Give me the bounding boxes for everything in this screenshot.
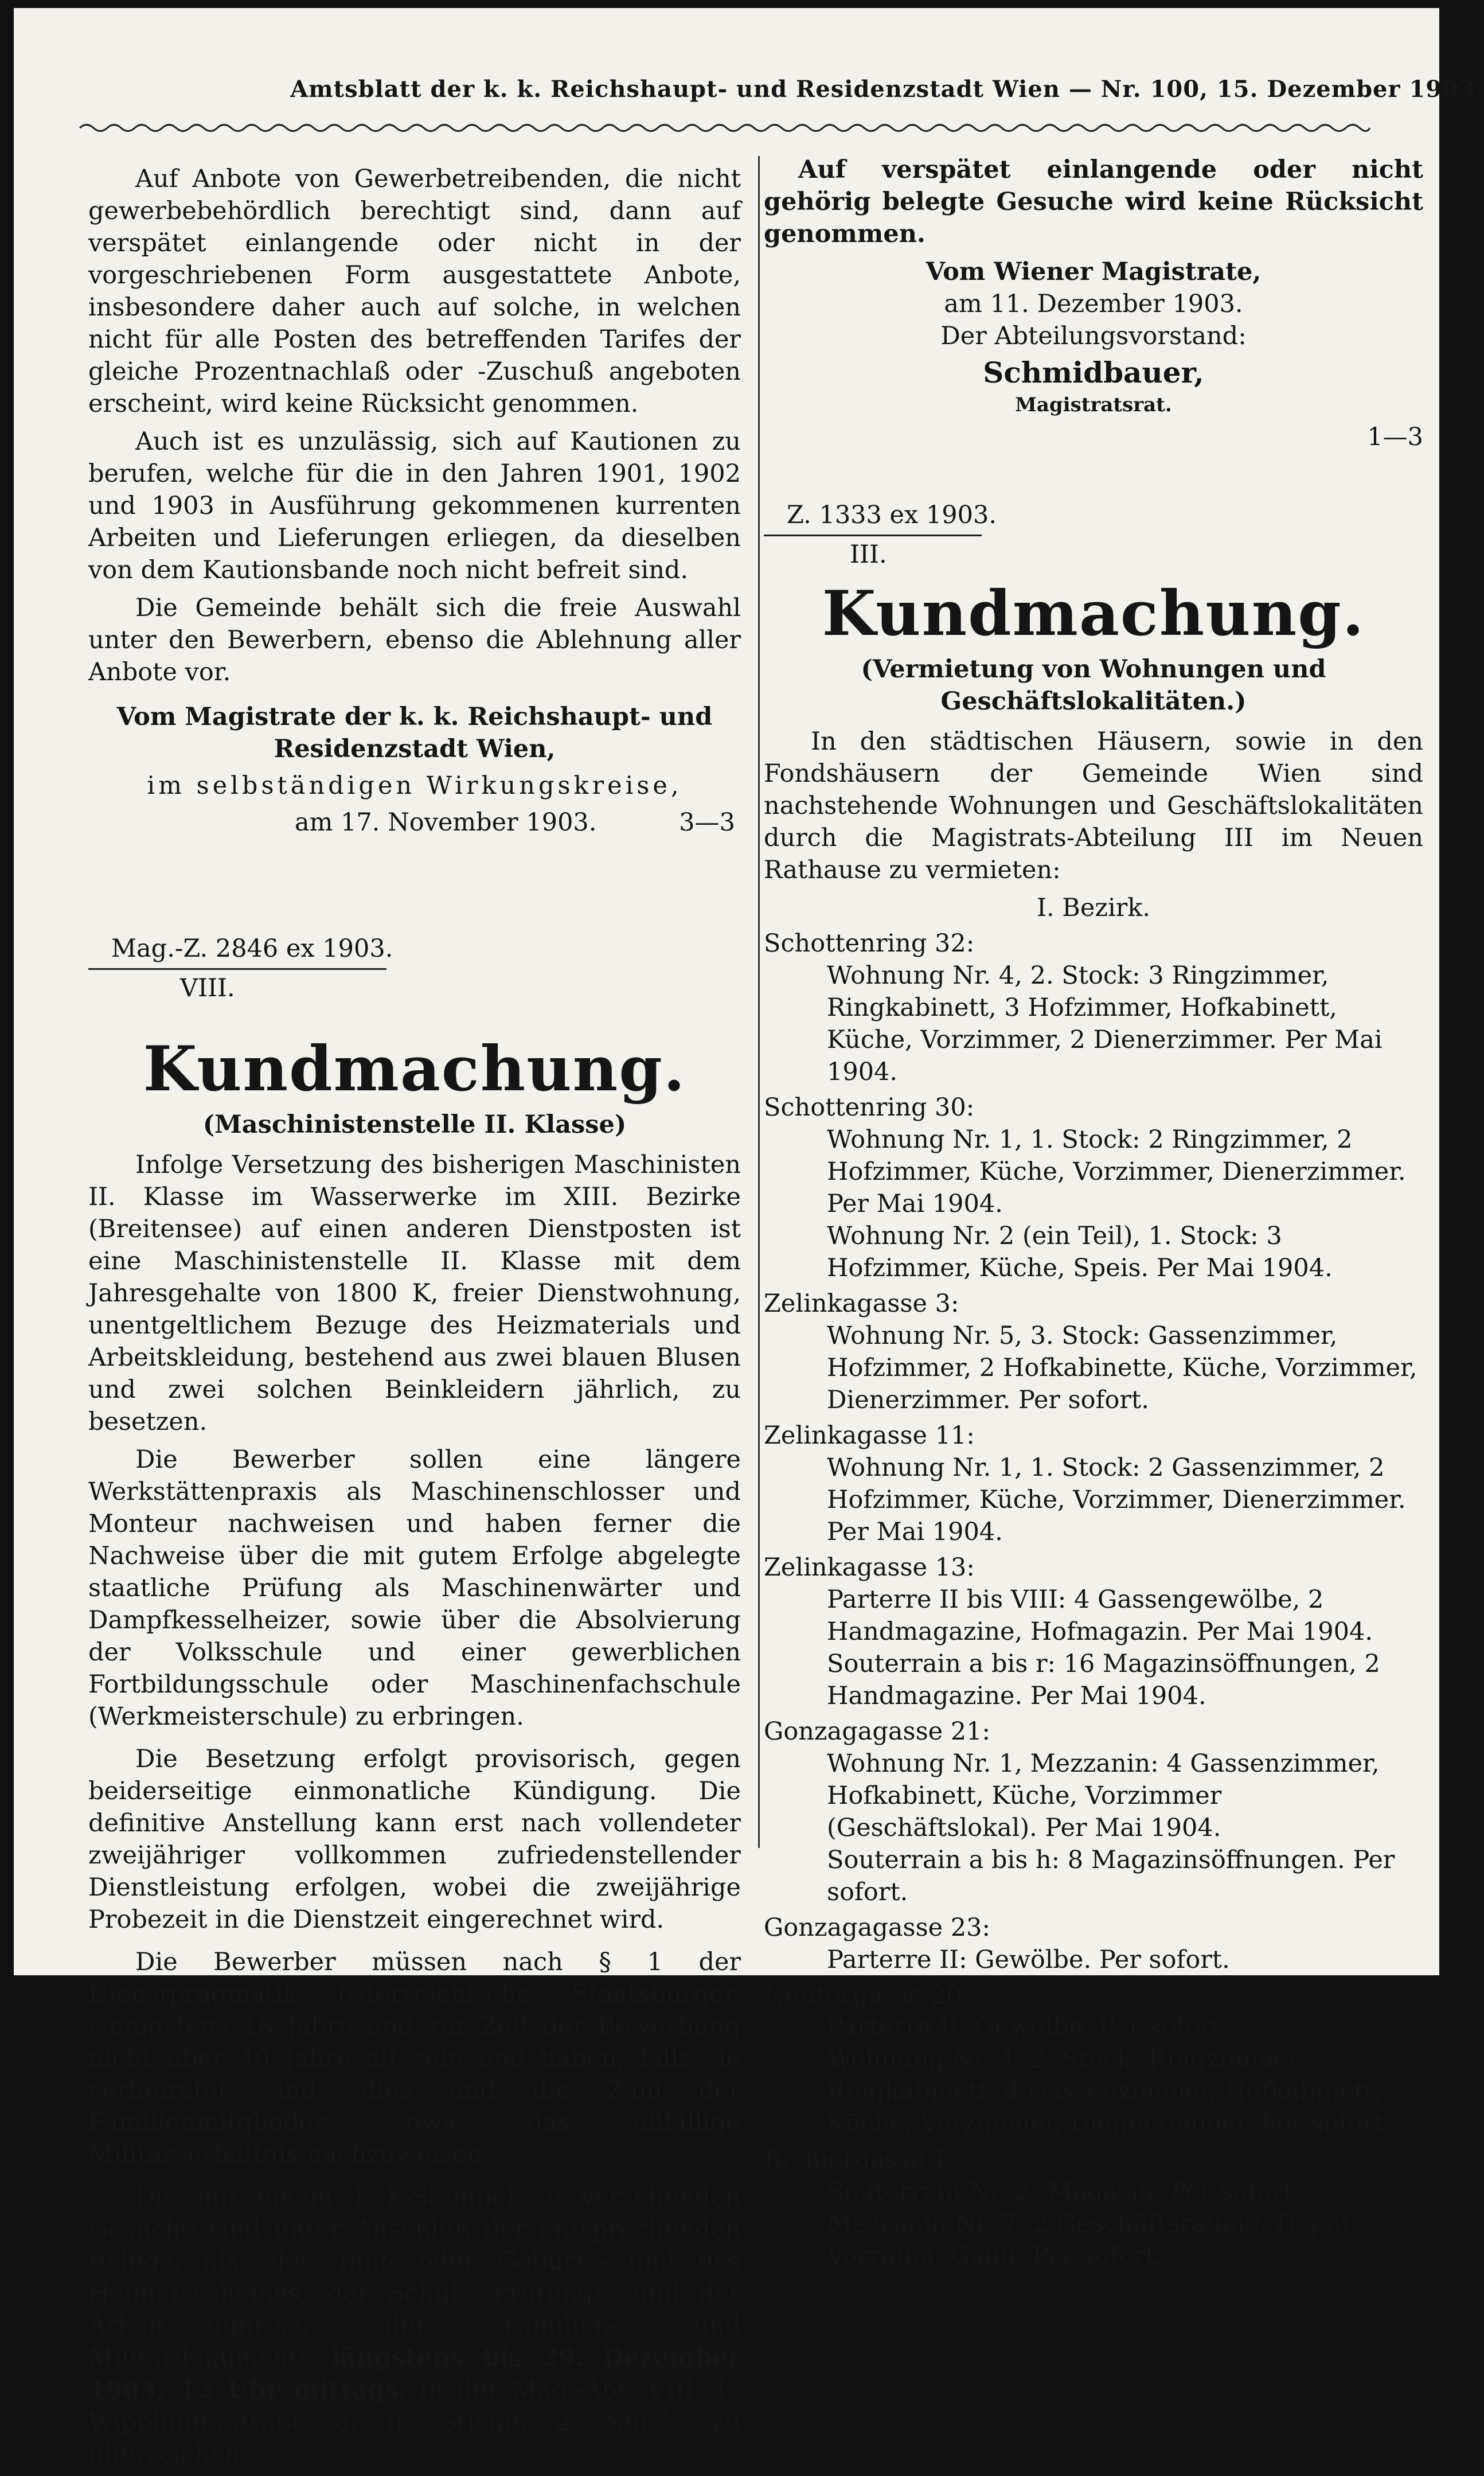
address-block — [764, 927, 1423, 1088]
left-signature-number: 3—3 — [679, 808, 735, 837]
left-paragraph-8-deadline: längstens bis 29. Dezember 1903, 12 Uhr mittags, — [88, 2344, 741, 2404]
address-entry: Wohnung Nr. 1, Mezzanin: 4 Gassenzimmer, Hofkabinett, Küche, Vorzimmer (Geschäftslokal). Per Mai 1904. — [827, 1749, 1380, 1842]
left-paragraph-4: Infolge Versetzung des bisherigen Maschinisten II. Klasse im Wasserwerke im XIII. Bezirke (Breitensee) auf einen anderen Dienstposten ist eine Maschinistenstelle II. Klasse mit dem Jahresgehalte von 1800 K, freier Dienstwohnung, unentgeltlichem Bezuge des Heizmaterials und Arbeitskleidung, bestehend aus zwei blauen Blusen und zwei solchen Beinkleidern jährlich, zu besetzen. — [88, 1151, 741, 1436]
right-signature-number: 1—3 — [1367, 423, 1423, 451]
left-column — [88, 163, 741, 2476]
address-entry: Parterre II: Gewölbe. Per sofort. — [827, 2013, 1230, 2042]
left-paragraph-7: Die Bewerber müssen nach § 1 der Dienstpragmatik österreichische Staatsbürger, wenigstens 18 Jahre und zur Zeit der Bewerbung nicht über 40 Jahre alt sein und haben, falls sie verheiratet sind, dies und die Zahl der Familienmitglieder, sowie das allfällige Militärverhältnis nachzuweisen. — [88, 1948, 741, 2169]
address-entry: Mezzanin Nr. 7: 2 Geschäftsräume, Depot, Vorraum, Gang. Per sofort. — [827, 2209, 1358, 2270]
right-signature-title: Magistratsrat. — [1015, 393, 1172, 416]
address-block — [764, 1979, 1423, 2140]
left-notice-title: Kundmachung. — [143, 1033, 686, 1105]
address-entry: Parterre II bis VIII: 4 Gassengewölbe, 2 Handmagazine, Hofmagazin. Per Mai 1904. — [827, 1585, 1373, 1646]
right-department-roman: III. — [850, 540, 887, 569]
address-entry: Wohnung Nr. 1, 1. Stock: 2 Ringzimmer, 2 Hofzimmer, Küche, Vorzimmer, Dienerzimmer. Per Mai 1904. — [827, 1125, 1406, 1218]
right-signature-name: Schmidbauer, — [983, 356, 1204, 389]
column-divider — [758, 156, 760, 1848]
address-block — [764, 2143, 1423, 2272]
address-name: Zelinkagasse 13: — [764, 1553, 975, 1582]
right-signature-line-3: Der Abteilungsvorstand: — [940, 322, 1247, 350]
address-name: Zelinkagasse 3: — [764, 1289, 959, 1318]
header-title: Amtsblatt der k. k. Reichshaupt- und Residenzstadt Wien — Nr. 100, 15. Dezember 1903. — [290, 76, 1484, 103]
left-reference-number: Mag.-Z. 2846 ex 1903. — [111, 934, 393, 963]
right-intro: In den städtischen Häusern, sowie in den Fondshäusern der Gemeinde Wien sind nachstehende Wohnungen und Geschäftslokalitäten durch die Magistrats-Abteilung III im Neuen Rathause zu vermieten: — [764, 727, 1423, 884]
left-department-roman: VIII. — [180, 974, 235, 1003]
address-name: Gonzagagasse 23: — [764, 1913, 990, 1942]
address-entry: Wohnung Nr. 1, 1. Stock: 2 Gassenzimmer, 2 Hofzimmer, Küche, Vorzimmer, Dienerzimmer. Per Mai 1904. — [827, 1453, 1406, 1546]
address-name: Zelinkagasse 11: — [764, 1421, 975, 1450]
left-paragraph-3: Die Gemeinde behält sich die freie Auswahl unter den Bewerbern, ebenso die Ablehnung aller Anbote vor. — [88, 594, 741, 687]
address-block — [764, 1288, 1423, 1416]
right-notice-subtitle: (Vermietung von Wohnungen und Geschäftslokalitäten.) — [861, 655, 1326, 716]
left-paragraph-8-end: in der Mag.-Abt. VIII, I., Wipplingerstraße 8, II. Stiege, 2. Stock, zu überreichen. — [88, 2376, 741, 2469]
left-reference-block — [88, 933, 741, 1004]
address-name: Gonzagagasse 21: — [764, 1717, 990, 1746]
right-reference-rule — [764, 535, 982, 536]
address-name: Riemergasse 1: — [764, 2145, 957, 2174]
left-paragraph-2: Auch ist es unzulässig, sich auf Kautionen zu berufen, welche für die in den Jahren 1901, 1902 und 1903 in Ausführung gekommenen kurrenten Arbeiten und Lieferungen erliegen, da dieselben von dem Kautionsbande noch nicht befreit sind. — [88, 427, 741, 584]
left-notice-subtitle: (Maschinistenstelle II. Klasse) — [202, 1110, 627, 1139]
address-entry: Wohnung Nr. 2 (ein Teil), 1. Stock: 3 Hofzimmer, Küche, Speis. Per Mai 1904. — [827, 1222, 1333, 1282]
left-paragraph-6: Die Besetzung erfolgt provisorisch, gegen beiderseitige einmonatliche Kündigung. Die definitive Anstellung kann erst nach vollendeter zweijähriger vollkommen zufriedenstellender Dienstleistung erfolgen, wobei die zweijährige Probezeit in die Dienstzeit eingerechnet wird. — [88, 1745, 741, 1934]
right-column — [764, 154, 1423, 2272]
address-block — [764, 1091, 1423, 1284]
left-signature-line-2: im selbständigen Wirkungskreise, — [147, 771, 682, 800]
left-reference-rule — [88, 968, 386, 970]
header-wavy-rule — [80, 122, 1370, 134]
document-page — [14, 8, 1484, 2469]
address-entry: Souterrain a bis r: 16 Magazinsöffnungen, 2 Handmagazine. Per Mai 1904. — [827, 1650, 1380, 1710]
address-entry: Wohnung Nr. 4, 2. Stock: 3 Ringzimmer, Ringkabinett, 3 Hofzimmer, Hofkabinett, Küche, Vorzimmer, 2 Dienerzimmer. Per Mai 1904. — [827, 961, 1383, 1086]
left-signature-date-row — [88, 806, 741, 841]
right-paragraph-1: Auf verspätet einlangende oder nicht gehörig belegte Gesuche wird keine Rücksicht genommen. — [764, 155, 1423, 248]
address-entry: Parterre II: Gewölbe. Per sofort. — [827, 1945, 1230, 1974]
address-block — [764, 1420, 1423, 1548]
address-list — [764, 927, 1423, 2272]
left-paragraph-8-start: Die mit einem 1 K-Stempel zu versehenden Gesuche sind unter Anschluß der entsprechenden Belege, als: des Tauf- oder Geburts- und des Heimatsscheines, der Schul-, Prüfungs- und der Arbeitszeugnisse, der Familien- und Militärdokumente — [88, 2183, 741, 2372]
address-name: Neutorgasse 20: — [764, 1981, 971, 2010]
right-reference-block — [764, 499, 1423, 571]
left-signature-date: am 17. November 1903. — [295, 808, 597, 837]
address-block — [764, 1912, 1423, 1976]
right-notice-title: Kundmachung. — [822, 578, 1365, 650]
page-header — [14, 76, 1484, 103]
address-block — [764, 1715, 1423, 1908]
address-block — [764, 1551, 1423, 1712]
address-entry: Wohnung Nr. 5, 3. Stock: Gassenzimmer, Hofzimmer, 2 Hofkabinette, Küche, Vorzimmer, Dienerzimmer. Per sofort. — [827, 1321, 1417, 1414]
address-entry: Souterrain a bis h: 8 Magazinsöffnungen. Per sofort. — [827, 1846, 1395, 1906]
left-paragraph-8 — [88, 2181, 741, 2470]
left-paragraph-5: Die Bewerber sollen eine längere Werkstättenpraxis als Maschinenschlosser und Monteur nachweisen und haben ferner die Nachweise über die mit gutem Erfolge abgelegte staatliche Prüfung als Maschinenwärter und Dampfkesselheizer, sowie über die Absolvierung der Volksschule und einer gewerblichen Fortbildungsschule oder Maschinenfachschule (Werkmeisterschule) zu erbringen. — [88, 1445, 741, 1731]
right-signature-line-1: Vom Wiener Magistrate, — [925, 258, 1262, 286]
right-signature-date: am 11. Dezember 1903. — [944, 290, 1243, 318]
address-name: Schottenring 32: — [764, 929, 975, 958]
address-entry: Wohnung Nr. 4, 2. Stock: Ringzimmer, Ringkabinett, 4 Gassenzimmer, Hofkabinett, Küche, Vorzimmer, Dienerzimmer. Per sofort. — [827, 2045, 1392, 2138]
address-entry: Souterrain Nr. 2: Magazin. Per sofort. — [827, 2177, 1301, 2206]
right-district: I. Bezirk. — [1036, 894, 1151, 922]
left-signature-line-1: Vom Magistrate der k. k. Reichshaupt- und Residenzstadt Wien, — [116, 703, 713, 763]
right-reference-number: Z. 1333 ex 1903. — [787, 501, 997, 529]
left-paragraph-1: Auf Anbote von Gewerbetreibenden, die nicht gewerbebehördlich berechtigt sind, dann auf verspätet einlangende oder nicht in der vorgeschriebenen Form ausgestattete Anbote, insbesondere daher auch auf solche, in welchen nicht für alle Posten des betreffenden Tarifes der gleiche Prozentnachlaß oder -Zuschuß angeboten erscheint, wird keine Rücksicht genommen. — [88, 165, 741, 418]
address-name: Schottenring 30: — [764, 1093, 975, 1122]
